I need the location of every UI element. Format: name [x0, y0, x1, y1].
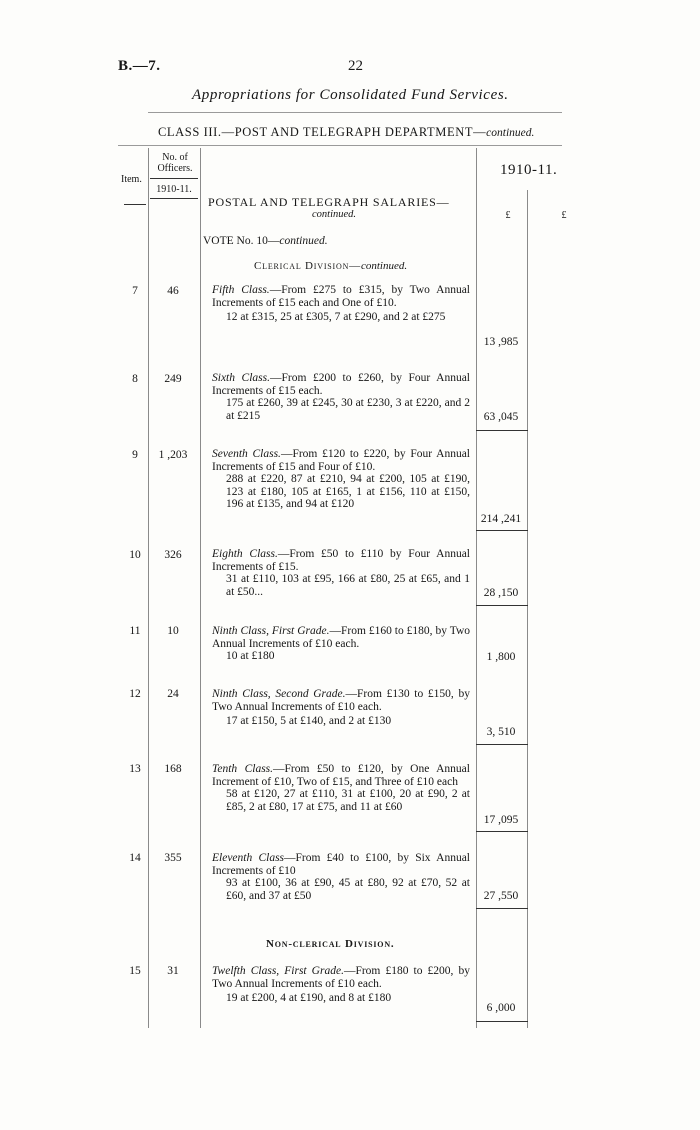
officers-header: No. of Officers. — [157, 152, 193, 174]
row-11-amount: 1 ,800 — [486, 651, 516, 663]
row-9-description: Seventh Class.—From £120 to £220, by Four Annual Increments of £15 and Four of £10. 288 at £220, 87 at £210, 94 at £200, 105 at £190, 123 at £180, 105 at £165, 1 at £156, 110 at £150, 196 at £135, and 94 at £120 — [212, 448, 471, 510]
officers-column-rule — [200, 148, 201, 1028]
officers-header-rule — [150, 178, 198, 179]
row-15-item: 15 — [129, 965, 141, 977]
row-14-amount: 27 ,550 — [483, 890, 519, 902]
row-13-item: 13 — [129, 763, 141, 775]
item-column-rule — [148, 148, 149, 1028]
page-title: Appropriations for Consolidated Fund Services. — [192, 87, 509, 103]
amount-column-rule — [527, 190, 528, 1028]
row-7-amount: 13 ,985 — [483, 336, 519, 348]
row-15-underline — [476, 1021, 528, 1022]
row-14-description: Eleventh Class—From £40 to £100, by Six Annual Increments of £10 93 at £100, 36 at £90, 45 at £80, 92 at £70, 52 at £60, and 37 at £50 — [212, 852, 470, 902]
row-11-description: Ninth Class, First Grade.—From £160 to £180, by Two Annual Increments of £10 each. 10 at £180 — [212, 625, 470, 662]
row-9-officers: 1 ,203 — [158, 449, 188, 461]
section-title: POSTAL AND TELEGRAPH SALARIES— — [208, 195, 450, 209]
vote-heading: VOTE No. 10—continued. — [203, 235, 328, 247]
clerical-heading: Clerical Division—continued. — [254, 260, 408, 272]
row-10-officers: 326 — [164, 549, 182, 561]
row-9-amount: 214 ,241 — [480, 513, 522, 525]
table-top-rule — [118, 145, 562, 146]
row-12-officers: 24 — [167, 688, 179, 700]
row-8-item: 8 — [132, 373, 138, 385]
row-10-item: 10 — [129, 549, 141, 561]
row-8-description: Sixth Class.—From £200 to £260, by Four Annual Increments of £15 each. 175 at £260, 39 at £245, 30 at £230, 3 at £220, and 2 at £215 — [212, 372, 471, 422]
row-10-amount: 28 ,150 — [483, 587, 519, 599]
row-7-item: 7 — [132, 285, 138, 297]
row-13-amount: 17 ,095 — [483, 814, 519, 826]
row-12-underline — [476, 744, 528, 745]
row-12-item: 12 — [129, 688, 141, 700]
row-8-officers: 249 — [164, 373, 182, 385]
pound-sign-right: £ — [561, 210, 567, 221]
row-12-amount: 3, 510 — [486, 726, 516, 738]
row-13-description: Tenth Class.—From £50 to £120, by One Annual Increment of £10, Two of £15, and Three of £10 each 58 at £120, 27 at £110, 31 at £100, 20 at £90, 2 at £85, 2 at £80, 17 at £75, and 11 at £60 — [212, 763, 470, 813]
row-15-description: Twelfth Class, First Grade.—From £180 to £200, by Two Annual Increments of £10 each. 19 at £200, 4 at £190, and 8 at £180 — [212, 965, 470, 1004]
row-10-description: Eighth Class.—From £50 to £110 by Four Annual Increments of £15. 31 at £110, 103 at £95, 166 at £80, 25 at £65, and 1 at £50... — [212, 548, 470, 598]
officers-year: 1910-11. — [156, 184, 192, 195]
row-11-officers: 10 — [167, 625, 179, 637]
pound-sign-left: £ — [505, 210, 511, 221]
row-14-item: 14 — [129, 852, 141, 864]
row-10-underline — [476, 605, 528, 606]
officers-year-rule — [150, 198, 198, 199]
nonclerical-heading: Non-clerical Division. — [266, 938, 395, 950]
row-7-officers: 46 — [167, 285, 179, 297]
row-9-underline — [476, 530, 528, 531]
row-15-amount: 6 ,000 — [486, 1002, 516, 1014]
row-11-item: 11 — [129, 625, 141, 637]
row-14-underline — [476, 908, 528, 909]
document-reference: B.—7. — [118, 58, 161, 74]
row-8-underline — [476, 430, 528, 431]
row-14-officers: 355 — [164, 852, 182, 864]
row-7-description: Fifth Class.—From £275 to £315, by Two Annual Increments of £15 each and One of £10. 12 at £315, 25 at £305, 7 at £290, and 2 at £275 — [212, 284, 470, 323]
row-15-officers: 31 — [167, 965, 179, 977]
year-header: 1910-11. — [500, 162, 558, 178]
row-12-description: Ninth Class, Second Grade.—From £130 to £150, by Two Annual Increments of £10 each. 17 at £150, 5 at £140, and 2 at £130 — [212, 688, 470, 727]
row-8-amount: 63 ,045 — [483, 411, 519, 423]
section-title-cont: continued. — [312, 209, 357, 220]
title-rule — [148, 112, 562, 113]
page-number: 22 — [348, 58, 363, 74]
row-9-item: 9 — [132, 449, 138, 461]
item-dash — [124, 204, 146, 205]
row-13-underline — [476, 831, 528, 832]
class-title: CLASS III.—POST AND TELEGRAPH DEPARTMENT—continued. — [158, 125, 535, 139]
item-header: Item. — [121, 174, 142, 185]
row-13-officers: 168 — [164, 763, 182, 775]
